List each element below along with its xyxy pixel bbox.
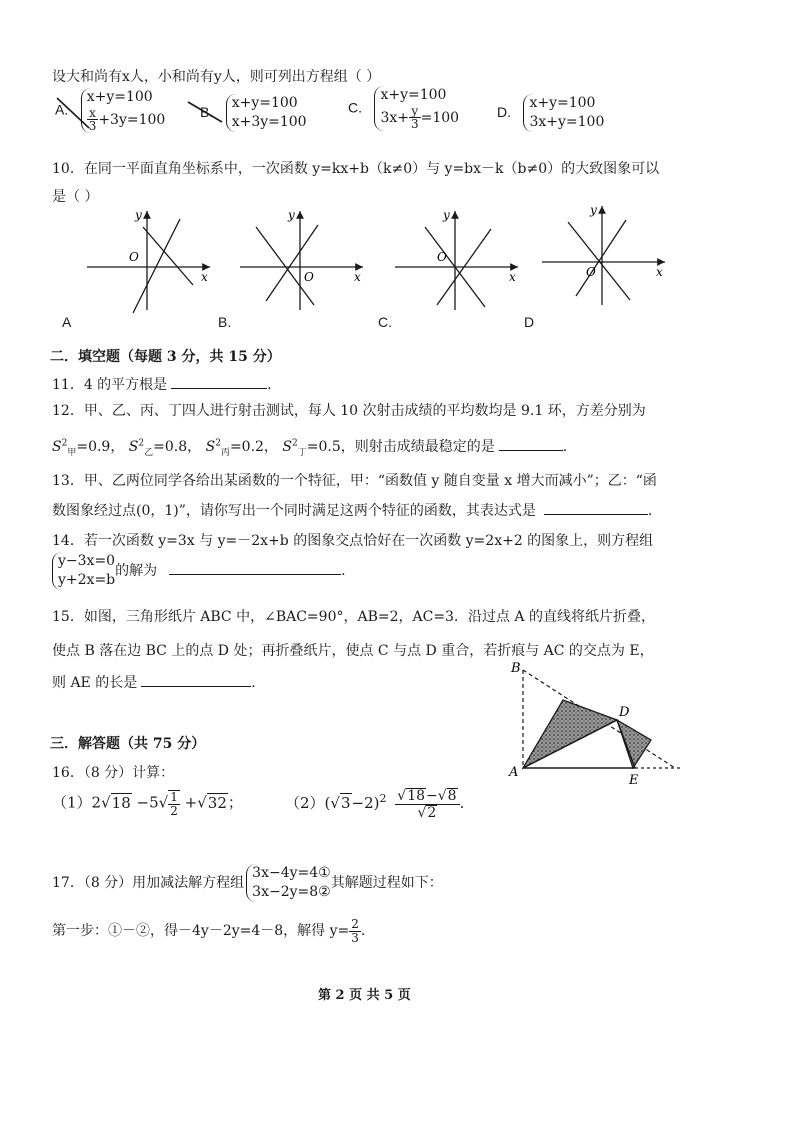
option-d-eq2: 3x+y=100 — [529, 113, 605, 130]
origin-label: O — [586, 265, 596, 279]
frac-num: 1 — [170, 790, 178, 804]
q9-option-d — [497, 94, 604, 132]
line-2 — [143, 227, 193, 285]
graph-label-c: C. — [378, 314, 392, 330]
sub: 丙 — [220, 447, 230, 458]
radicand: 3 — [340, 794, 351, 813]
var-s: S — [282, 439, 292, 455]
answer-blank[interactable] — [169, 574, 341, 575]
x-label: x — [354, 270, 361, 284]
base-rest: −2) — [351, 794, 380, 813]
q13-text: 数图象经过点(0，1)”，请你写出一个同时满足这两个特征的函数，其表达式是 — [52, 503, 536, 519]
q14-eq1: y−3x=0 — [58, 553, 116, 569]
q12-line2 — [52, 436, 567, 458]
sqrt-symbol: √ — [158, 793, 169, 812]
graph-a — [85, 205, 215, 315]
option-c-eq2: =100 — [420, 109, 460, 126]
q16-part2: $(2)(√3-2)^2$ $\frac{√18-√8}{√2}$ . — [285, 788, 465, 821]
q14-line1: 14．若一次函数 y=3x 与 y=－2x+b 的图象交点恰好在一次函数 y=2x+2 的图象上，则方程组 — [52, 533, 654, 549]
q10-line2: 是（ ） — [52, 189, 99, 205]
option-letter: C. — [348, 99, 362, 116]
sqrt-symbol: √ — [197, 793, 207, 812]
point-a-label: A — [509, 765, 519, 780]
q14-tail: 的解为 — [115, 562, 158, 579]
q10-line1: 10．在同一平面直角坐标系中，一次函数 y=kx+b（k≠0）与 y=bx－k（b≠0）的大致图象可以 — [52, 161, 660, 177]
sq: 2 — [291, 438, 298, 449]
section-3-title: 三．解答题（共 75 分） — [50, 736, 206, 752]
option-letter: A. — [55, 101, 69, 118]
frac-num: 2 — [351, 917, 359, 931]
var-s: S — [52, 439, 62, 455]
answer-blank[interactable] — [141, 686, 251, 687]
exponent: 2 — [379, 792, 387, 806]
q14-end: . — [341, 562, 346, 579]
sqrt-symbol: √ — [101, 793, 111, 812]
part-end: ； — [227, 793, 243, 812]
sub: 乙 — [144, 447, 154, 458]
line-1 — [256, 227, 314, 305]
frac-den: 2 — [170, 803, 178, 818]
part-label: （2） — [285, 794, 325, 813]
x-label: x — [509, 270, 516, 284]
point-b-label: B — [511, 661, 521, 676]
graph-label-b: B. — [218, 314, 232, 330]
radicand: 18 — [111, 793, 131, 812]
part-label: （1） — [52, 793, 92, 812]
q15-end: . — [251, 675, 256, 691]
option-a-eq1: x+y=100 — [86, 89, 153, 105]
graph-label-d: D — [524, 314, 535, 330]
point-d-label: D — [619, 705, 630, 720]
y-label: y — [288, 208, 295, 222]
y-label: y — [135, 208, 142, 222]
q9-option-c — [348, 86, 459, 131]
frac-den: 3 — [411, 117, 419, 132]
option-letter: B. — [200, 103, 214, 120]
radicand: 32 — [207, 793, 227, 812]
graph-d — [540, 200, 670, 310]
point-e-label: E — [629, 773, 639, 788]
answer-blank[interactable] — [499, 450, 563, 451]
frac-den: 3 — [88, 119, 97, 134]
sq: 2 — [138, 438, 145, 449]
graph-label-a: A — [62, 314, 72, 330]
frac-den: 3 — [351, 930, 359, 945]
step1-text: 第一步：①－②，得－4y－2y=4－8，解得 y= — [52, 923, 350, 940]
step1-end: . — [360, 923, 366, 940]
graph-c — [393, 205, 523, 315]
q15-line1: 15．如图，三角形纸片 ABC 中，∠BAC=90°，AB=2，AC=3．沿过点 A 的直线将纸片折叠， — [52, 609, 655, 625]
q12-end: . — [562, 439, 568, 455]
option-c-eq2-pre: 3x+ — [380, 109, 409, 126]
line-1 — [133, 219, 180, 313]
q13-end: . — [647, 503, 653, 519]
option-d-eq1: x+y=100 — [529, 95, 596, 111]
q11 — [52, 374, 272, 394]
sq: 2 — [61, 438, 68, 449]
sqrt-symbol: √ — [330, 794, 340, 813]
folded-region-abd — [523, 700, 617, 768]
q17-tail: 其解题过程如下： — [330, 874, 443, 891]
radicand: 8 — [447, 788, 457, 804]
radicand: 18 — [407, 788, 426, 804]
origin-label: O — [129, 250, 139, 264]
q15-line3 — [52, 672, 256, 692]
q17-step1 — [52, 918, 365, 944]
answer-blank[interactable] — [171, 388, 267, 389]
y-label: y — [443, 208, 450, 222]
x-label: x — [201, 270, 208, 284]
q12-line1: 12．甲、乙、丙、丁四人进行射击测试，每人 10 次射击成绩的平均数均是 9.1 环，方差分别为 — [52, 403, 646, 419]
q11-text: 11．4 的平方根是 — [52, 377, 168, 393]
var-value: =0.8， — [153, 439, 202, 455]
option-letter: D. — [497, 103, 511, 120]
strike-mark-b — [186, 98, 226, 128]
y-label: y — [590, 203, 597, 217]
paren: ( — [324, 794, 331, 813]
radicand: 2 — [427, 804, 437, 821]
sq: 2 — [215, 438, 221, 449]
q13-line1: 13．甲、乙两位同学各给出某函数的一个特征，甲：“函数值 y 随自变量 x 增大而减小”；乙：“函 — [52, 473, 657, 489]
var-value: =0.9， — [76, 439, 125, 455]
sub: 丁 — [297, 447, 307, 458]
q17-eq2: 3x−2y=8② — [252, 883, 331, 900]
line-2 — [266, 225, 318, 301]
operator: + — [184, 793, 198, 812]
operator: − — [426, 788, 438, 804]
sub: 甲 — [67, 447, 77, 458]
q17-head: 17．（8 分）用加减法解方程组 — [52, 874, 245, 891]
q15-line2: 使点 B 落在边 BC 上的点 D 处；再折叠纸片，使点 C 与点 D 重合，若折痕与 AC 的交点为 E， — [52, 643, 654, 659]
option-a-eq2: +3y=100 — [98, 111, 166, 128]
q15-text: 则 AE 的长是 — [52, 675, 138, 691]
q9-stem: 设大和尚有x人，小和尚有y人，则可列出方程组（ ） — [52, 69, 381, 85]
strike-mark-a — [55, 92, 95, 132]
frac-num: y — [409, 105, 421, 119]
var-s: S — [128, 439, 139, 455]
q16-head: 16．（8 分）计算： — [52, 765, 175, 781]
part-end: . — [459, 794, 465, 813]
var-value: =0.2， — [229, 439, 278, 455]
q13-line2 — [52, 500, 652, 520]
page-footer: 第 2 页 共 5 页 — [318, 988, 411, 1003]
var-s: S — [205, 439, 216, 455]
option-b-eq2: x+3y=100 — [231, 113, 307, 130]
option-b-eq1: x+y=100 — [231, 95, 298, 111]
q14-eq2: y+2x=b — [58, 571, 116, 588]
origin-label: O — [437, 250, 447, 264]
q17-eq1: 3x−4y=4① — [252, 865, 331, 881]
q11-end: . — [267, 377, 272, 393]
x-label: x — [656, 265, 663, 279]
q16-part1 — [52, 790, 243, 817]
var-value: =0.5，则射击成绩最稳定的是 — [306, 439, 495, 455]
coef: 2 — [91, 793, 102, 812]
folded-region-dec — [617, 720, 651, 768]
q14-line2 — [52, 552, 346, 590]
q17-line1 — [52, 864, 443, 902]
graph-b — [238, 205, 368, 315]
fold-triangle-figure — [505, 658, 695, 788]
frac-num: x — [87, 107, 99, 121]
option-c-eq1: x+y=100 — [380, 87, 447, 103]
section-2-title: 二．填空题（每题 3 分，共 15 分） — [50, 349, 281, 365]
coef: −5 — [136, 793, 159, 812]
origin-label: O — [304, 270, 314, 284]
answer-blank[interactable] — [544, 514, 648, 515]
